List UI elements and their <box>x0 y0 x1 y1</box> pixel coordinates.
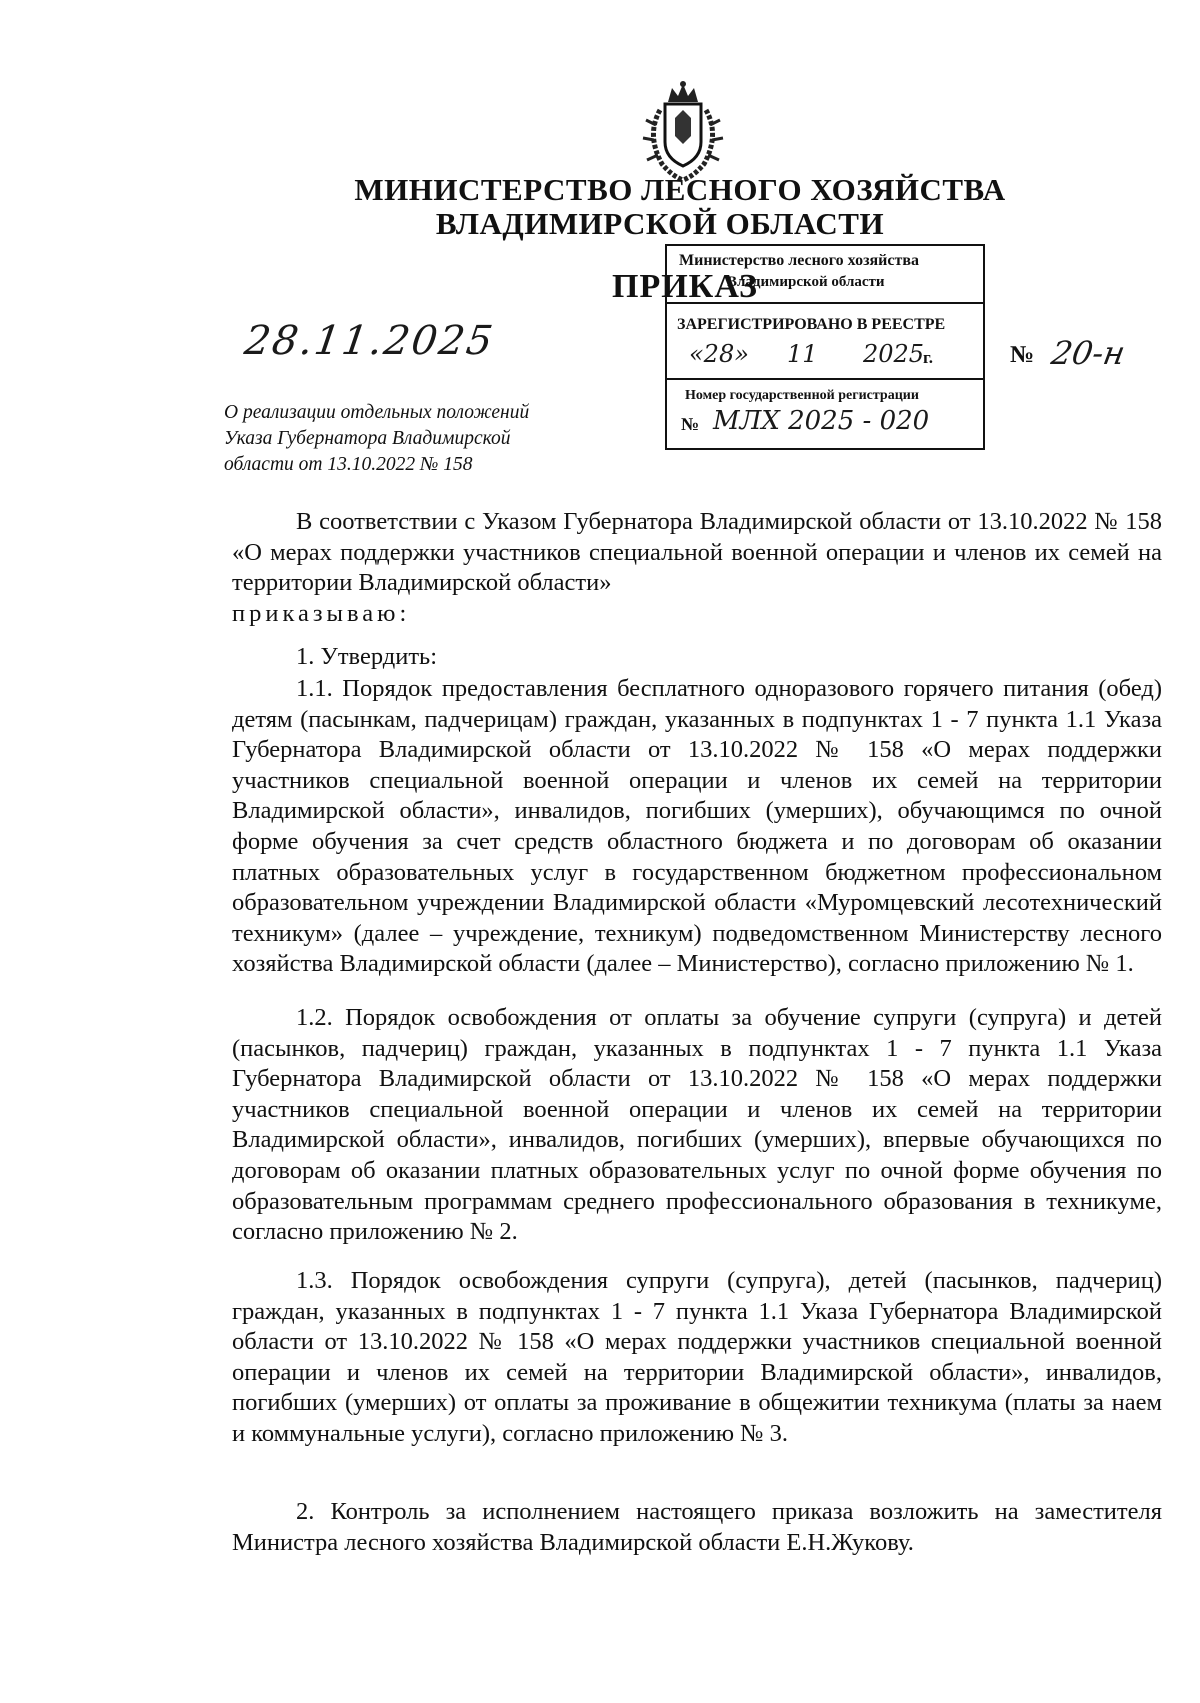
coat-of-arms-icon <box>638 80 728 185</box>
stamp-registered-label: ЗАРЕГИСТРИРОВАНО В РЕЕСТРЕ <box>677 316 946 333</box>
stamp-reg-month: 11 <box>787 340 818 368</box>
paragraph-item-1-2 <box>232 1003 1162 1248</box>
paragraph-item-1 <box>232 642 1162 673</box>
stamp-divider <box>667 378 983 380</box>
item-1-2-text: 1.2. Порядок освобождения от оплаты за обучение супруги (супруга) и детей (пасынков, падчериц) граждан, указанных в подпунктах 1 - 7 пункта 1.1 Указа Губернатора Владимирской области от 13.10.2022 № 158 «О мерах поддержки участников специальной военной операции и членов их семей на территории Владимирской области», инвалидов, погибших (умерших), впервые обучающихся по договорам об оказании платных образовательных услуг по очной форме обучения по образовательным программам среднего профессионального образования в техникуме, согласно приложению № 2. <box>232 1004 1162 1246</box>
paragraph-item-1-1 <box>232 674 1162 980</box>
paragraph-item-1-3 <box>232 1266 1162 1450</box>
order-number-handwritten: 20-н <box>1048 334 1128 372</box>
stamp-reg-suffix: г. <box>923 348 934 367</box>
intro-verb: приказываю: <box>232 599 411 627</box>
stamp-divider <box>667 302 983 304</box>
document-type-title: ПРИКАЗ <box>612 268 758 305</box>
paragraph-item-2 <box>232 1497 1162 1558</box>
order-number-label: № <box>1010 342 1035 368</box>
item-1-3-text: 1.3. Порядок освобождения супруги (супруга), детей (пасынков, падчериц) граждан, указанных в подпунктах 1 - 7 пункта 1.1 Указа Губернатора Владимирской области от 13.10.2022 № 158 «О мерах поддержки участников специальной военной операции и членов их семей на территории Владимирской области», инвалидов, погибших (умерших) от оплаты за проживание в общежитии техникума (платы за наем и коммунальные услуги), согласно приложению № 3. <box>232 1267 1162 1447</box>
stamp-reg-day: «28» <box>689 340 749 368</box>
paragraph-intro <box>232 507 1162 629</box>
ministry-name-line1: МИНИСТЕРСТВО ЛЕСНОГО ХОЗЯЙСТВА <box>354 172 1006 207</box>
subject-line: О реализации отдельных положений <box>224 402 530 423</box>
item-1-1-text: 1.1. Порядок предоставления бесплатного одноразового горячего питания (обед) детям (пасынкам, падчерицам) граждан, указанных в подпунктах 1 - 7 пункта 1.1 Указа Губернатора Владимирской области от 13.10.2022 № 158 «О мерах поддержки участников специальной военной операции и членов их семей на территории Владимирской области», инвалидов, погибших (умерших), обучающимся по очной форме обучения за счет средств областного бюджета и по договорам об оказании платных образовательных услуг в государственном бюджетном профессиональном образовательном учреждении Владимирской области «Муромцевский лесотехнический техникум» (далее – учреждение, техникум) подведомственном Министерству лесного хозяйства Владимирской области (далее – Министерство), согласно приложению № 1. <box>232 675 1162 978</box>
intro-text: В соответствии с Указом Губернатора Владимирской области от 13.10.2022 № 158 «О мерах поддержки участников специальной военной операции и членов их семей на территории Владимирской области» <box>232 508 1162 597</box>
item-2-text: 2. Контроль за исполнением настоящего приказа возложить на заместителя Министра лесного хозяйства Владимирской области Е.Н.Жукову. <box>232 1498 1162 1556</box>
stamp-state-reg-prefix: № <box>681 414 700 434</box>
stamp-state-reg-label: Номер государственной регистрации <box>685 388 919 403</box>
stamp-org-line2: Владимирской области <box>727 274 885 290</box>
item-1-text: 1. Утвердить: <box>296 643 438 670</box>
subject-line: области от 13.10.2022 № 158 <box>224 454 473 475</box>
registration-stamp <box>665 244 985 450</box>
order-date-handwritten: 28.11.2025 <box>241 318 498 364</box>
stamp-org-line1: Министерство лесного хозяйства <box>679 252 919 269</box>
stamp-state-reg-value: МЛХ 2025 - 020 <box>713 406 930 436</box>
stamp-reg-year: 2025 <box>863 340 925 368</box>
subject-line: Указа Губернатора Владимирской <box>224 428 511 449</box>
order-subject <box>224 400 529 478</box>
ministry-name-line2: ВЛАДИМИРСКОЙ ОБЛАСТИ <box>435 206 885 241</box>
